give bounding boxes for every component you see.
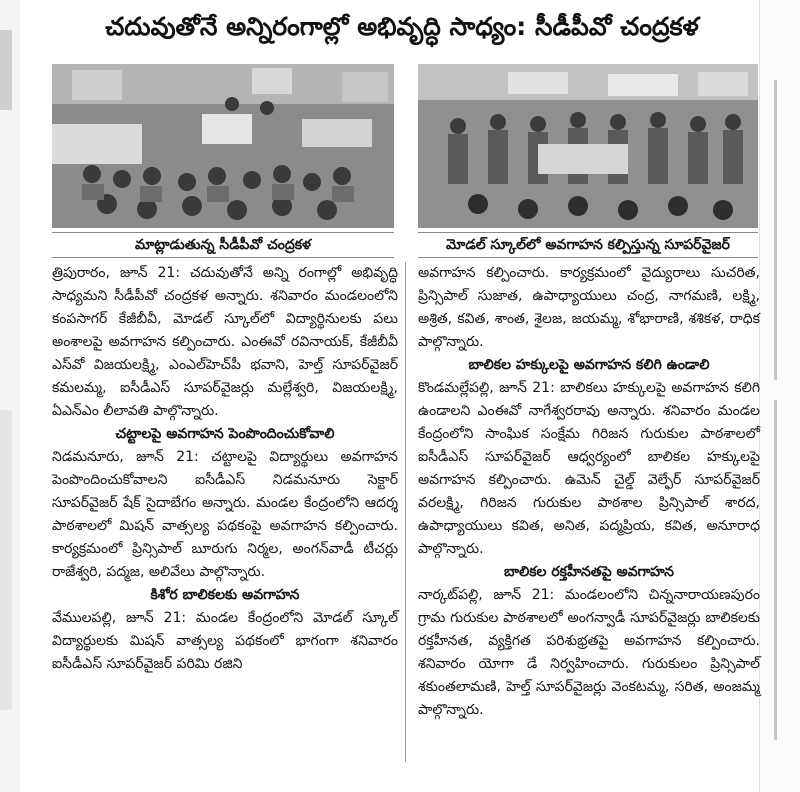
paragraph-kondamallepalli: కొండమల్లేపల్లి, జూన్ 21: బాలికలు హక్కులపై అవగాహన కలిగి ఉండాలని ఎంఈవో నాగేశ్వరరావు అన్నారు. శనివారం మండల కేంద్రంలోని సాంఘిక సంక్షేమ గిరిజన గురుకుల పాఠశాలలో ఐసీడీఎస్ సూపర్‌వైజర్ ఆధ్వర్యంలో బాలికల హక్కులపై అవగాహన కల్పించారు. ఉమెన్ చైల్డ్ వెల్ఫేర్ సూపర్‌వైజర్ వరలక్ష్మి, గిరిజన గురుకుల పాఠశాల ప్రిన్సిపాల్ శారద, ఉపాధ్యాయులు కవిత, అనిత, పద్మప్రియ, కవిత, అనూరాధ పాల్గొన్నారు. (418, 380, 760, 557)
paragraph-tripuraram: త్రిపురారం, జూన్ 21: చదువుతోనే అన్ని రంగాల్లో అభివృద్ధి సాధ్యమని సీడీపీవో చంద్రకళ అన్నారు. శనివారం మండలంలోని కంపసాగర్ కేజీబీవీ, మోడల్ స్కూల్‌లో విద్యార్థినులకు పలు అంశాలపై అవగాహన కల్పించారు. ఎంఈవో రవినాయక్, కేజీబీవీ ఎస్‌వో విజయలక్ష్మి, ఎంఎల్‌హెచ్‌పీ భవాని, హెల్త్ సూపర్‌వైజర్ కమలమ్మ, ఐసీడీఎస్ సూపర్‌వైజర్లు మల్లేశ్వరి, విజయలక్ష్మి, ఏఎన్ఎం లీలావతి పాల్గొన్నారు. (52, 265, 398, 419)
subheading-girls-rights: బాలికల హక్కులపై అవగాహన కలిగి ఉండాలి (468, 357, 710, 373)
adjacent-column-fragment (0, 410, 12, 710)
article-column-left (52, 262, 398, 676)
paragraph-narketpalli: నార్కట్‌పల్లి, జూన్ 21: మండలంలోని చిన్ననారాయణపురం గ్రామ గురుకుల పాఠశాలలో అంగన్వాడీ సూపర్‌వైజర్లు బాలికలకు రక్తహీనత, వ్యక్తిగత పరిశుభ్రతపై అవగాహన కల్పించారు. శనివారం యోగా డే నిర్వహించారు. గురుకులం ప్రిన్సిపాల్ శకుంతలామణి, హెల్త్ సూపర్‌వైజర్లు వెంకటమ్మ, సరిత, అంజమ్మ పాల్గొన్నారు. (418, 587, 760, 718)
paragraph-vemulapalli: వేములపల్లి, జూన్ 21: మండల కేంద్రంలోని మోడల్ స్కూల్ విద్యార్థులకు మిషన్ వాత్సల్య పథకంలో భాగంగా శనివారం ఐసీడీఎస్ సూపర్‌వైజర్ పరిమి రజిని (52, 610, 398, 672)
subheading-adolescent-girls: కిశోర బాలికలకు అవగాహన (150, 587, 300, 603)
adjacent-text-fragment (774, 80, 777, 380)
article-column-right (418, 262, 760, 722)
photo-caption-right: మోడల్ స్కూల్‌లో అవగాహన కల్పిస్తున్న సూపర్‌వైజర్ (418, 232, 758, 258)
adjacent-text-fragment (774, 400, 777, 740)
photo-students-seated (52, 64, 394, 228)
photo-caption-left: మాట్లాడుతున్న సీడీపీవో చంద్రకళ (52, 232, 394, 258)
subheading-anemia-awareness: బాలికల రక్తహీనతపై అవగాహన (503, 564, 675, 580)
paragraph-nidamanuru: నిడమనూరు, జూన్ 21: చట్టాలపై విద్యార్థులు అవగాహన పెంపొందించుకోవాలని ఐసీడీఎస్ నిడమనూరు సెక్టార్ సూపర్‌వైజర్ షేక్ సైదాబేగం అన్నారు. మండల కేంద్రంలోని ఆదర్శ పాఠశాలలో మిషన్ వాత్సల్య పథకంపై అవగాహన కల్పించారు. కార్యక్రమంలో ప్రిన్సిపాల్ బూరుగు నిర్మల, అంగన్‌వాడీ టీచర్లు రాజేశ్వరి, పద్మజ, అలివేలు పాల్గొన్నారు. (52, 449, 398, 580)
column-divider (405, 262, 406, 762)
news-article (44, 0, 760, 792)
photo-illustration (52, 64, 394, 228)
photo-supervisor-school (418, 64, 758, 228)
adjacent-page-edge-left (0, 0, 20, 792)
adjacent-column-fragment (0, 30, 12, 110)
photo-illustration (418, 64, 758, 228)
subheading-laws-awareness: చట్టాలపై అవగాహన పెంపొందించుకోవాలి (115, 426, 335, 442)
adjacent-page-edge-right (759, 0, 800, 792)
paragraph-vemulapalli-continued: అవగాహన కల్పించారు. కార్యక్రమంలో వైద్యురాలు సుచరిత, ప్రిన్సిపాల్ సుజాత, ఉపాధ్యాయులు చంద్ర, నాగమణి, లక్ష్మి, అశ్రిత, కవిత, శాంత, శైలజ, జయమ్మ, శోభారాణి, శశికళ, రాధిక పాల్గొన్నారు. (418, 265, 760, 350)
headline: చదువుతోనే అన్నిరంగాల్లో అభివృద్ధి సాధ్యం: సీడీపీవో చంద్రకళ (105, 12, 699, 41)
